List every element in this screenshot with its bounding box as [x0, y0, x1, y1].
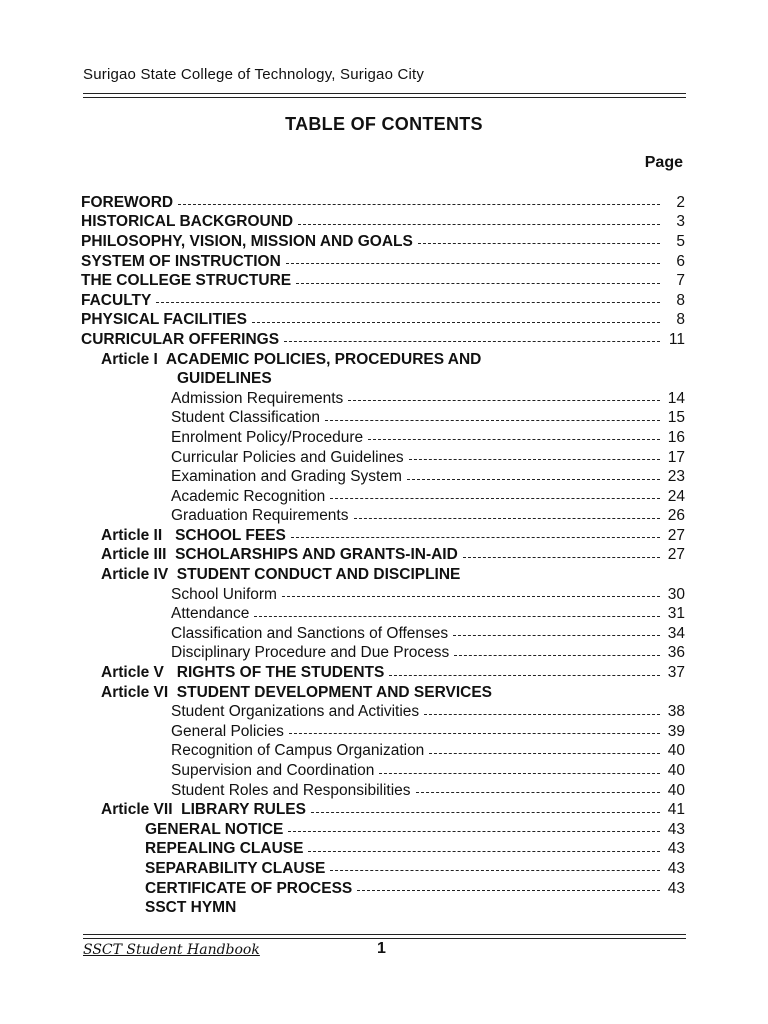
- dot-leader: [178, 204, 660, 205]
- dot-leader: [424, 714, 660, 715]
- toc-entry: [81, 291, 685, 311]
- dot-leader: [286, 263, 660, 264]
- toc-entry: [81, 702, 685, 722]
- dot-leader: [325, 420, 660, 421]
- toc-entry-label: Academic Recognition: [171, 487, 326, 505]
- dot-leader: [296, 283, 660, 284]
- toc-entry-page: 43: [667, 879, 685, 897]
- toc-entry: [81, 742, 685, 762]
- toc-entry-page: 38: [667, 703, 685, 721]
- table-of-contents: [81, 193, 685, 918]
- toc-entry-page: 34: [667, 624, 685, 642]
- dot-leader: [368, 439, 660, 440]
- toc-entry-label: THE COLLEGE STRUCTURE: [81, 272, 292, 290]
- institution-header: Surigao State College of Technology, Surigao City: [83, 66, 425, 83]
- toc-entry: [81, 859, 685, 879]
- toc-entry: [81, 311, 685, 331]
- toc-entry-label: GUIDELINES: [177, 370, 272, 388]
- toc-entry: [81, 604, 685, 624]
- toc-entry: [81, 330, 685, 350]
- toc-entry-label: School Uniform: [171, 585, 277, 603]
- dot-leader: [416, 792, 660, 793]
- toc-entry-label: SSCT HYMN: [145, 899, 237, 917]
- toc-entry-label: Supervision and Coordination: [171, 762, 375, 780]
- handbook-title: SSCT Student Handbook: [83, 942, 260, 958]
- toc-entry: [81, 350, 685, 370]
- toc-entry-label: Student Organizations and Activities: [171, 703, 420, 721]
- toc-entry-page: 11: [668, 330, 685, 348]
- dot-leader: [291, 537, 660, 538]
- dot-leader: [463, 557, 660, 558]
- toc-entry: [81, 409, 685, 429]
- toc-entry-page: 30: [667, 585, 685, 603]
- toc-entry: [81, 722, 685, 742]
- toc-entry-label: Curricular Policies and Guidelines: [171, 448, 404, 466]
- toc-entry-label: Recognition of Campus Organization: [171, 742, 425, 760]
- document-title: TABLE OF CONTENTS: [285, 114, 483, 134]
- toc-entry-label: Examination and Grading System: [171, 468, 402, 486]
- toc-entry-page: 8: [676, 311, 685, 329]
- toc-entry: [81, 879, 685, 899]
- dot-leader: [289, 733, 660, 734]
- toc-entry-page: 37: [667, 664, 685, 682]
- toc-entry-label: Student Roles and Responsibilities: [171, 781, 411, 799]
- toc-entry-page: 2: [676, 193, 685, 211]
- header-rule-bottom: [83, 97, 686, 98]
- toc-entry: [81, 467, 685, 487]
- toc-entry-label: CERTIFICATE OF PROCESS: [145, 879, 353, 897]
- toc-entry: [81, 487, 685, 507]
- toc-entry-page: 26: [667, 507, 685, 525]
- toc-entry: [81, 448, 685, 468]
- toc-entry: [81, 663, 685, 683]
- toc-entry-page: 41: [667, 801, 685, 819]
- dot-leader: [453, 635, 660, 636]
- toc-entry: [81, 507, 685, 527]
- toc-entry-page: 16: [667, 428, 685, 446]
- toc-entry: [81, 565, 685, 585]
- dot-leader: [284, 341, 660, 342]
- toc-entry-label: SEPARABILITY CLAUSE: [145, 859, 326, 877]
- toc-entry-label: Classification and Sanctions of Offenses: [171, 624, 449, 642]
- toc-entry: [81, 585, 685, 605]
- dot-leader: [357, 890, 660, 891]
- dot-leader: [418, 243, 660, 244]
- toc-entry-page: 43: [667, 840, 685, 858]
- toc-entry-label: Article VI STUDENT DEVELOPMENT AND SERVICES: [101, 683, 493, 701]
- toc-entry: [81, 840, 685, 860]
- toc-entry: [81, 761, 685, 781]
- footer-rule-top: [83, 934, 686, 935]
- page-column-label: Page: [644, 154, 683, 171]
- toc-entry: [81, 781, 685, 801]
- toc-entry: [81, 800, 685, 820]
- dot-leader: [288, 831, 660, 832]
- toc-entry-label: Article III SCHOLARSHIPS AND GRANTS-IN-AID: [101, 546, 458, 564]
- toc-entry-label: HISTORICAL BACKGROUND: [81, 213, 294, 231]
- dot-leader: [311, 812, 660, 813]
- toc-entry-page: 6: [676, 252, 685, 270]
- toc-entry-page: 14: [667, 389, 685, 407]
- toc-entry-page: 36: [667, 644, 685, 662]
- toc-entry-label: FOREWORD: [81, 193, 174, 211]
- toc-entry-label: General Policies: [171, 722, 284, 740]
- dot-leader: [156, 302, 660, 303]
- toc-entry-page: 17: [667, 448, 685, 466]
- toc-entry-page: 40: [667, 762, 685, 780]
- toc-entry-label: Admission Requirements: [171, 389, 344, 407]
- dot-leader: [298, 224, 660, 225]
- toc-entry-page: 3: [676, 213, 685, 231]
- page-number: 1: [377, 940, 386, 957]
- toc-entry-label: Article II SCHOOL FEES: [101, 526, 286, 544]
- toc-entry: [81, 271, 685, 291]
- dot-leader: [308, 851, 660, 852]
- toc-entry-label: Article I ACADEMIC POLICIES, PROCEDURES AND: [101, 350, 482, 368]
- toc-entry: [81, 820, 685, 840]
- toc-entry: [81, 213, 685, 233]
- toc-entry: [81, 526, 685, 546]
- dot-leader: [429, 753, 660, 754]
- toc-entry-page: 40: [667, 781, 685, 799]
- dot-leader: [330, 870, 660, 871]
- toc-entry-label: Article VII LIBRARY RULES: [101, 801, 306, 819]
- toc-entry: [81, 193, 685, 213]
- dot-leader: [407, 479, 660, 480]
- toc-entry-page: 40: [667, 742, 685, 760]
- toc-entry-page: 27: [667, 526, 685, 544]
- toc-entry-label: Disciplinary Procedure and Due Process: [171, 644, 450, 662]
- toc-entry: [81, 428, 685, 448]
- toc-entry-page: 7: [676, 272, 685, 290]
- toc-entry: [81, 369, 685, 389]
- toc-entry-label: GENERAL NOTICE: [145, 820, 284, 838]
- dot-leader: [254, 616, 660, 617]
- dot-leader: [330, 498, 660, 499]
- toc-entry-label: REPEALING CLAUSE: [145, 840, 304, 858]
- dot-leader: [348, 400, 660, 401]
- toc-entry-label: Student Classification: [171, 409, 321, 427]
- toc-entry: [81, 644, 685, 664]
- dot-leader: [252, 322, 660, 323]
- dot-leader: [282, 596, 660, 597]
- toc-entry-label: Article V RIGHTS OF THE STUDENTS: [101, 664, 385, 682]
- toc-entry: [81, 546, 685, 566]
- toc-entry-label: PHILOSOPHY, VISION, MISSION AND GOALS: [81, 232, 413, 250]
- dot-leader: [379, 773, 660, 774]
- toc-entry: [81, 898, 685, 918]
- toc-entry-label: Graduation Requirements: [171, 507, 349, 525]
- toc-entry: [81, 624, 685, 644]
- dot-leader: [354, 518, 661, 519]
- footer-rule-bottom: [83, 938, 686, 939]
- toc-entry-page: 27: [667, 546, 685, 564]
- toc-entry-page: 23: [667, 468, 685, 486]
- toc-entry-page: 31: [667, 605, 685, 623]
- dot-leader: [454, 655, 660, 656]
- toc-entry-label: CURRICULAR OFFERINGS: [81, 330, 280, 348]
- dot-leader: [409, 459, 660, 460]
- toc-entry-page: 43: [667, 820, 685, 838]
- toc-entry-label: SYSTEM OF INSTRUCTION: [81, 252, 281, 270]
- header-rule-top: [83, 93, 686, 94]
- toc-entry: [81, 232, 685, 252]
- toc-entry: [81, 389, 685, 409]
- toc-entry-page: 39: [667, 722, 685, 740]
- toc-entry-page: 5: [676, 232, 685, 250]
- toc-entry: [81, 252, 685, 272]
- toc-entry-label: Attendance: [171, 605, 250, 623]
- toc-entry-page: 24: [667, 487, 685, 505]
- toc-entry-page: 15: [667, 409, 685, 427]
- toc-entry-page: 43: [667, 859, 685, 877]
- dot-leader: [389, 675, 660, 676]
- toc-entry-label: Enrolment Policy/Procedure: [171, 428, 364, 446]
- toc-entry-label: PHYSICAL FACILITIES: [81, 311, 247, 329]
- toc-entry: [81, 683, 685, 703]
- toc-entry-label: FACULTY: [81, 291, 152, 309]
- toc-entry-page: 8: [676, 291, 685, 309]
- toc-entry-label: Article IV STUDENT CONDUCT AND DISCIPLINE: [101, 566, 461, 584]
